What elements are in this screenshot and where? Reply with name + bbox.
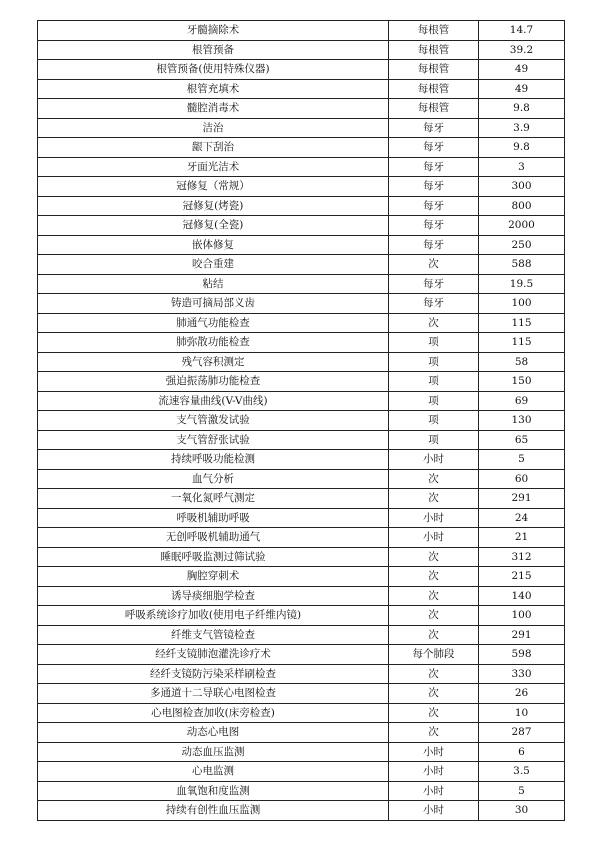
price-table — [37, 20, 565, 821]
table-row — [38, 99, 565, 119]
item-name-cell: 根管充填术 — [38, 79, 389, 99]
item-name-cell: 洁治 — [38, 118, 389, 138]
unit-cell: 每根管 — [389, 99, 479, 119]
item-name-cell: 动态血压监测 — [38, 742, 389, 762]
unit-cell: 每牙 — [389, 177, 479, 197]
item-name-cell: 残气容积测定 — [38, 352, 389, 372]
price-cell: 215 — [479, 567, 565, 587]
item-name-cell: 纤维支气管镜检查 — [38, 625, 389, 645]
price-cell: 140 — [479, 586, 565, 606]
unit-cell: 小时 — [389, 801, 479, 821]
table-row — [38, 40, 565, 60]
price-cell: 3 — [479, 157, 565, 177]
item-name-cell: 无创呼吸机辅助通气 — [38, 528, 389, 548]
table-row — [38, 606, 565, 626]
price-cell: 287 — [479, 723, 565, 743]
table-row — [38, 528, 565, 548]
unit-cell: 项 — [389, 430, 479, 450]
price-cell: 115 — [479, 333, 565, 353]
table-row — [38, 274, 565, 294]
unit-cell: 项 — [389, 352, 479, 372]
price-cell: 300 — [479, 177, 565, 197]
table-row — [38, 508, 565, 528]
item-name-cell: 一氧化氮呼气测定 — [38, 489, 389, 509]
unit-cell: 次 — [389, 489, 479, 509]
unit-cell: 小时 — [389, 742, 479, 762]
table-row — [38, 60, 565, 80]
price-cell: 130 — [479, 411, 565, 431]
table-row — [38, 411, 565, 431]
unit-cell: 每根管 — [389, 60, 479, 80]
item-name-cell: 铸造可摘局部义齿 — [38, 294, 389, 314]
table-row — [38, 255, 565, 275]
unit-cell: 每牙 — [389, 235, 479, 255]
table-row — [38, 625, 565, 645]
price-cell: 60 — [479, 469, 565, 489]
item-name-cell: 支气管激发试验 — [38, 411, 389, 431]
unit-cell: 小时 — [389, 508, 479, 528]
item-name-cell: 血氧饱和度监测 — [38, 781, 389, 801]
table-row — [38, 352, 565, 372]
unit-cell: 次 — [389, 664, 479, 684]
price-cell: 14.7 — [479, 21, 565, 41]
price-cell: 69 — [479, 391, 565, 411]
price-cell: 800 — [479, 196, 565, 216]
price-cell: 291 — [479, 625, 565, 645]
item-name-cell: 根管预备(使用特殊仪器) — [38, 60, 389, 80]
price-cell: 2000 — [479, 216, 565, 236]
item-name-cell: 心电监测 — [38, 762, 389, 782]
table-row — [38, 196, 565, 216]
price-cell: 26 — [479, 684, 565, 704]
item-name-cell: 冠修复(烤瓷) — [38, 196, 389, 216]
table-row — [38, 762, 565, 782]
price-cell: 10 — [479, 703, 565, 723]
price-cell: 312 — [479, 547, 565, 567]
price-cell: 5 — [479, 450, 565, 470]
price-cell: 250 — [479, 235, 565, 255]
unit-cell: 每个肺段 — [389, 645, 479, 665]
price-cell: 5 — [479, 781, 565, 801]
item-name-cell: 牙髓摘除术 — [38, 21, 389, 41]
item-name-cell: 髓腔消毒术 — [38, 99, 389, 119]
item-name-cell: 多通道十二导联心电图检查 — [38, 684, 389, 704]
unit-cell: 每牙 — [389, 274, 479, 294]
table-row — [38, 742, 565, 762]
price-cell: 65 — [479, 430, 565, 450]
unit-cell: 每牙 — [389, 157, 479, 177]
item-name-cell: 血气分析 — [38, 469, 389, 489]
unit-cell: 每牙 — [389, 196, 479, 216]
item-name-cell: 肺弥散功能检查 — [38, 333, 389, 353]
unit-cell: 次 — [389, 567, 479, 587]
table-row — [38, 118, 565, 138]
table-row — [38, 645, 565, 665]
unit-cell: 每牙 — [389, 138, 479, 158]
table-row — [38, 79, 565, 99]
table-row — [38, 781, 565, 801]
item-name-cell: 睡眠呼吸监测过筛试验 — [38, 547, 389, 567]
price-cell: 39.2 — [479, 40, 565, 60]
price-cell: 6 — [479, 742, 565, 762]
item-name-cell: 支气管舒张试验 — [38, 430, 389, 450]
unit-cell: 小时 — [389, 528, 479, 548]
table-row — [38, 703, 565, 723]
unit-cell: 次 — [389, 684, 479, 704]
price-cell: 100 — [479, 606, 565, 626]
table-row — [38, 235, 565, 255]
unit-cell: 每牙 — [389, 294, 479, 314]
price-cell: 21 — [479, 528, 565, 548]
unit-cell: 每牙 — [389, 216, 479, 236]
unit-cell: 次 — [389, 313, 479, 333]
item-name-cell: 动态心电图 — [38, 723, 389, 743]
item-name-cell: 经纤支镜防污染采样刷检查 — [38, 664, 389, 684]
unit-cell: 小时 — [389, 762, 479, 782]
item-name-cell: 流速容量曲线(V-V曲线) — [38, 391, 389, 411]
item-name-cell: 龈下刮治 — [38, 138, 389, 158]
price-cell: 330 — [479, 664, 565, 684]
unit-cell: 次 — [389, 703, 479, 723]
price-cell: 9.8 — [479, 138, 565, 158]
table-row — [38, 313, 565, 333]
unit-cell: 次 — [389, 625, 479, 645]
table-row — [38, 391, 565, 411]
price-cell: 3.9 — [479, 118, 565, 138]
price-cell: 58 — [479, 352, 565, 372]
item-name-cell: 肺通气功能检查 — [38, 313, 389, 333]
table-row — [38, 723, 565, 743]
table-row — [38, 372, 565, 392]
item-name-cell: 胸腔穿刺术 — [38, 567, 389, 587]
unit-cell: 次 — [389, 586, 479, 606]
item-name-cell: 冠修复(全瓷) — [38, 216, 389, 236]
price-cell: 588 — [479, 255, 565, 275]
price-cell: 9.8 — [479, 99, 565, 119]
price-cell: 115 — [479, 313, 565, 333]
unit-cell: 小时 — [389, 450, 479, 470]
item-name-cell: 冠修复（常规） — [38, 177, 389, 197]
price-cell: 24 — [479, 508, 565, 528]
unit-cell: 次 — [389, 723, 479, 743]
item-name-cell: 咬合重建 — [38, 255, 389, 275]
table-row — [38, 430, 565, 450]
unit-cell: 次 — [389, 469, 479, 489]
item-name-cell: 呼吸机辅助呼吸 — [38, 508, 389, 528]
price-cell: 3.5 — [479, 762, 565, 782]
price-cell: 150 — [479, 372, 565, 392]
unit-cell: 每牙 — [389, 118, 479, 138]
table-row — [38, 567, 565, 587]
table-row — [38, 333, 565, 353]
table-row — [38, 469, 565, 489]
item-name-cell: 持续有创性血压监测 — [38, 801, 389, 821]
table-row — [38, 216, 565, 236]
item-name-cell: 强迫振荡肺功能检查 — [38, 372, 389, 392]
price-table-body — [38, 21, 565, 821]
item-name-cell: 牙面光洁术 — [38, 157, 389, 177]
unit-cell: 项 — [389, 333, 479, 353]
item-name-cell: 诱导痰细胞学检查 — [38, 586, 389, 606]
price-cell: 19.5 — [479, 274, 565, 294]
price-cell: 100 — [479, 294, 565, 314]
table-row — [38, 177, 565, 197]
unit-cell: 次 — [389, 547, 479, 567]
price-cell: 30 — [479, 801, 565, 821]
table-row — [38, 586, 565, 606]
item-name-cell: 经纤支镜肺泡灌洗诊疗术 — [38, 645, 389, 665]
item-name-cell: 嵌体修复 — [38, 235, 389, 255]
item-name-cell: 粘结 — [38, 274, 389, 294]
price-cell: 598 — [479, 645, 565, 665]
table-row — [38, 294, 565, 314]
unit-cell: 小时 — [389, 781, 479, 801]
table-row — [38, 801, 565, 821]
unit-cell: 项 — [389, 411, 479, 431]
table-row — [38, 138, 565, 158]
table-row — [38, 21, 565, 41]
unit-cell: 次 — [389, 606, 479, 626]
table-row — [38, 489, 565, 509]
table-row — [38, 157, 565, 177]
unit-cell: 每根管 — [389, 21, 479, 41]
item-name-cell: 呼吸系统诊疗加收(使用电子纤维内镜) — [38, 606, 389, 626]
unit-cell: 次 — [389, 255, 479, 275]
unit-cell: 项 — [389, 391, 479, 411]
table-row — [38, 684, 565, 704]
item-name-cell: 根管预备 — [38, 40, 389, 60]
table-row — [38, 547, 565, 567]
table-row — [38, 450, 565, 470]
unit-cell: 每根管 — [389, 79, 479, 99]
item-name-cell: 心电图检查加收(床旁检查) — [38, 703, 389, 723]
unit-cell: 项 — [389, 372, 479, 392]
unit-cell: 每根管 — [389, 40, 479, 60]
price-cell: 49 — [479, 79, 565, 99]
price-cell: 291 — [479, 489, 565, 509]
item-name-cell: 持续呼吸功能检测 — [38, 450, 389, 470]
table-row — [38, 664, 565, 684]
price-cell: 49 — [479, 60, 565, 80]
